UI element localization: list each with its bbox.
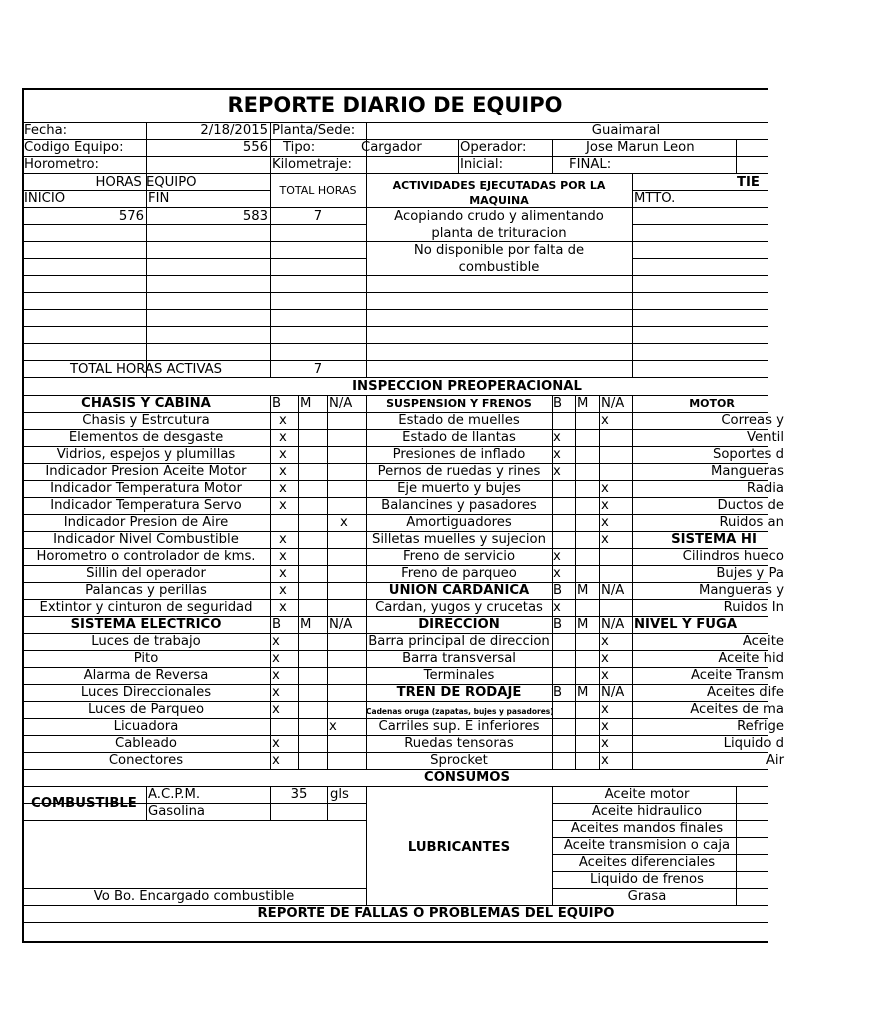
chasis-item-label: Indicador Temperatura Servo [50, 498, 242, 513]
codigo-value[interactable]: 556 [242, 140, 268, 155]
chasis-item-mark[interactable]: x [279, 413, 287, 428]
fecha-value[interactable]: 2/18/2015 [200, 123, 268, 138]
rodaje-item-label: Sprocket [430, 753, 488, 768]
rodaje-col-b: B [553, 685, 563, 700]
chasis-item-label: Indicador Temperatura Motor [50, 481, 242, 496]
direccion-item-label: Barra principal de direccion [368, 634, 550, 649]
suspension-item-label: Eje muerto y bujes [397, 481, 521, 496]
suspension-heading: SUSPENSION Y FRENOS [386, 397, 532, 410]
electrico-item-mark[interactable]: x [272, 736, 280, 751]
suspension-item-mark[interactable]: x [553, 447, 561, 462]
inicio-value[interactable]: 576 [118, 209, 144, 224]
cardanica-item-label: Cardan, yugos y crucetas [375, 600, 543, 615]
codigo-label: Codigo Equipo: [24, 140, 124, 155]
hidraulico-item-label: Bujes y Pa [716, 566, 784, 581]
suspension-col-m: M [577, 396, 589, 411]
suspension-col-b: B [553, 396, 563, 411]
chasis-item-label: Horometro o controlador de kms. [36, 549, 256, 564]
acpm-unit: gls [330, 787, 349, 802]
direccion-item-label: Terminales [423, 668, 495, 683]
fugas-item-label: Aceite Transm [691, 668, 784, 683]
chasis-item-mark[interactable]: x [340, 515, 348, 530]
electrico-item-label: Luces de trabajo [91, 634, 201, 649]
electrico-col-b: B [272, 617, 282, 632]
tipo-label: Tipo: [283, 140, 316, 155]
chasis-item-mark[interactable]: x [279, 447, 287, 462]
hidraulico-item-label: Cilindros hueco [682, 549, 784, 564]
suspension-item-mark[interactable]: x [553, 549, 561, 564]
suspension-item-label: Freno de servicio [402, 549, 516, 564]
kilometraje-label: Kilometraje: [272, 157, 352, 172]
fugas-item-label: Aceites dife [707, 685, 784, 700]
suspension-item-mark[interactable]: x [553, 464, 561, 479]
acpm-value[interactable]: 35 [290, 787, 308, 802]
total-activas-label: TOTAL HORAS ACTIVAS [69, 362, 223, 377]
direccion-col-na: N/A [601, 617, 625, 632]
suspension-item-mark[interactable]: x [553, 430, 561, 445]
cardanica-col-na: N/A [601, 583, 625, 598]
chasis-item-label: Indicador Presion Aceite Motor [45, 464, 247, 479]
chasis-item-mark[interactable]: x [279, 583, 287, 598]
electrico-item-mark[interactable]: x [272, 651, 280, 666]
direccion-col-b: B [553, 617, 563, 632]
rodaje-note-mark[interactable]: x [601, 702, 609, 717]
activity-1-line-1[interactable]: Acopiando crudo y alimentando [394, 209, 604, 224]
chasis-col-na: N/A [329, 396, 353, 411]
electrico-item-mark[interactable]: x [329, 719, 337, 734]
chasis-item-mark[interactable]: x [279, 430, 287, 445]
motor-heading: MOTOR [689, 397, 735, 410]
chasis-item-mark[interactable]: x [279, 464, 287, 479]
motor-item-label: Ductos de [717, 498, 784, 513]
inicial-label: Inicial: [460, 157, 504, 172]
vobo-label: Vo Bo. Encargado combustible [93, 889, 295, 904]
hidraulico-item-label: Ruidos In [723, 600, 784, 615]
electrico-col-m: M [300, 617, 312, 632]
equipment-report-sheet [22, 88, 784, 944]
suspension-item-label: Silletas muelles y sujecion [372, 532, 546, 547]
fugas-item-label: Aceite [742, 634, 784, 649]
total-horas-label: TOTAL HORAS [279, 184, 357, 197]
chasis-col-b: B [272, 396, 282, 411]
suspension-item-label: Balancines y pasadores [381, 498, 537, 513]
rodaje-item-mark[interactable]: x [601, 753, 609, 768]
suspension-item-mark[interactable]: x [553, 566, 561, 581]
suspension-item-label: Amortiguadores [406, 515, 512, 530]
horas-equipo-label: HORAS EQUIPO [95, 175, 197, 190]
electrico-item-mark[interactable]: x [272, 702, 280, 717]
direccion-col-m: M [577, 617, 589, 632]
horometro-label: Horometro: [24, 157, 99, 172]
total-activas-value[interactable]: 7 [313, 362, 323, 377]
hidraulico-heading: SISTEMA HI [671, 532, 757, 547]
fallas-title: REPORTE DE FALLAS O PROBLEMAS DEL EQUIPO [257, 906, 615, 921]
motor-item-label: Soportes d [712, 447, 784, 462]
chasis-heading: CHASIS Y CABINA [81, 396, 211, 411]
chasis-item-label: Sillin del operador [86, 566, 206, 581]
fugas-item-label: Refrige [737, 719, 784, 734]
electrico-item-label: Luces Direccionales [80, 685, 212, 700]
motor-item-label: Ruidos an [719, 515, 784, 530]
fugas-heading: NIVEL Y FUGA [634, 617, 738, 632]
lubricante-item: Aceite hidraulico [591, 804, 703, 819]
suspension-item-mark[interactable]: x [601, 532, 609, 547]
motor-item-label: Correas y [721, 413, 784, 428]
suspension-item-mark[interactable]: x [601, 413, 609, 428]
final-label: FINAL: [569, 157, 612, 172]
rodaje-item-label: Ruedas tensoras [404, 736, 514, 751]
combustible-label: COMBUSTIBLE [31, 796, 137, 811]
chasis-col-m: M [300, 396, 312, 411]
electrico-item-label: Pito [133, 651, 159, 666]
suspension-item-label: Presiones de inflado [392, 447, 526, 462]
total-horas-value[interactable]: 7 [313, 209, 323, 224]
lubricante-item: Aceites mandos finales [570, 821, 724, 836]
chasis-item-mark[interactable]: x [279, 498, 287, 513]
lubricante-item: Grasa [627, 889, 667, 904]
electrico-item-mark[interactable]: x [272, 634, 280, 649]
inspection-title: INSPECCION PREOPERACIONAL [352, 379, 582, 394]
fecha-label: Fecha: [24, 123, 68, 138]
rodaje-item-label: Carriles sup. E inferiores [378, 719, 540, 734]
activity-2-line-2[interactable]: combustible [458, 260, 540, 275]
suspension-item-label: Freno de parqueo [401, 566, 517, 581]
direccion-heading: DIRECCION [418, 617, 500, 632]
suspension-item-mark[interactable]: x [601, 481, 609, 496]
fugas-item-label: Air [765, 753, 784, 768]
report-title: REPORTE DIARIO DE EQUIPO [227, 93, 563, 117]
consumos-title: CONSUMOS [424, 770, 510, 785]
actividades-label-1: ACTIVIDADES EJECUTADAS POR LA [392, 179, 606, 192]
cardanica-heading: UNION CARDANICA [388, 583, 530, 598]
lubricante-item: Aceites diferenciales [578, 855, 716, 870]
gasolina-label: Gasolina [148, 804, 206, 819]
electrico-item-label: Cableado [115, 736, 177, 751]
electrico-item-label: Conectores [108, 753, 184, 768]
rodaje-note: Cadenas oruga (zapatas, bujes y pasadores) [366, 707, 554, 716]
chasis-item-mark[interactable]: x [279, 532, 287, 547]
direccion-item-label: Barra transversal [402, 651, 516, 666]
fugas-item-label: Aceites de ma [690, 702, 784, 717]
suspension-item-label: Estado de muelles [398, 413, 520, 428]
hidraulico-item-label: Mangueras y [698, 583, 784, 598]
activity-1-line-2[interactable]: planta de trituracion [431, 226, 567, 241]
electrico-item-label: Luces de Parqueo [87, 702, 205, 717]
lubricante-item: Aceite motor [604, 787, 690, 802]
chasis-item-label: Palancas y perillas [85, 583, 207, 598]
operador-label: Operador: [460, 140, 527, 155]
fin-value[interactable]: 583 [242, 209, 268, 224]
chasis-item-label: Extintor y cinturon de seguridad [39, 600, 253, 615]
rodaje-col-m: M [577, 685, 589, 700]
electrico-heading: SISTEMA ELECTRICO [70, 617, 222, 632]
chasis-item-label: Vidrios, espejos y plumillas [56, 447, 236, 462]
cardanica-item-mark[interactable]: x [553, 600, 561, 615]
fin-label: FIN [148, 191, 170, 206]
fugas-item-label: Liquido d [723, 736, 784, 751]
cardanica-col-m: M [577, 583, 589, 598]
motor-item-label: Ventil [747, 430, 784, 445]
suspension-item-mark[interactable]: x [601, 498, 609, 513]
inicio-label: INICIO [24, 191, 66, 206]
electrico-item-label: Alarma de Reversa [83, 668, 209, 683]
electrico-col-na: N/A [329, 617, 353, 632]
direccion-item-mark[interactable]: x [601, 668, 609, 683]
motor-item-label: Mangueras [710, 464, 784, 479]
planta-label: Planta/Sede: [272, 123, 356, 138]
planta-value[interactable]: Guaimaral [591, 123, 661, 138]
actividades-label-2: MAQUINA [469, 194, 529, 207]
chasis-item-label: Elementos de desgaste [68, 430, 224, 445]
rodaje-col-na: N/A [601, 685, 625, 700]
fugas-item-label: Aceite hid [718, 651, 784, 666]
chasis-item-label: Indicador Nivel Combustible [53, 532, 239, 547]
chasis-item-mark[interactable]: x [279, 549, 287, 564]
direccion-item-mark[interactable]: x [601, 651, 609, 666]
electrico-item-mark[interactable]: x [272, 668, 280, 683]
suspension-item-label: Pernos de ruedas y rines [377, 464, 541, 479]
chasis-item-mark[interactable]: x [279, 481, 287, 496]
cardanica-col-b: B [553, 583, 563, 598]
rodaje-heading: TREN DE RODAJE [396, 685, 522, 700]
direccion-item-mark[interactable]: x [601, 634, 609, 649]
motor-item-label: Radia [746, 481, 784, 496]
rodaje-item-mark[interactable]: x [601, 719, 609, 734]
lubricante-item: Liquido de frenos [590, 872, 704, 887]
electrico-item-mark[interactable]: x [272, 753, 280, 768]
suspension-col-na: N/A [601, 396, 625, 411]
tipo-value[interactable]: Cargador [361, 140, 422, 155]
activity-2-line-1[interactable]: No disponible por falta de [413, 243, 585, 258]
electrico-item-mark[interactable]: x [272, 685, 280, 700]
acpm-label: A.C.P.M. [148, 787, 201, 802]
tiempo-label: TIE [737, 175, 760, 190]
chasis-item-label: Indicador Presion de Aire [63, 515, 229, 530]
lubricantes-label: LUBRICANTES [407, 840, 511, 855]
suspension-item-mark[interactable]: x [601, 515, 609, 530]
lubricante-item: Aceite transmision o caja [563, 838, 731, 853]
operador-value[interactable]: Jose Marun Leon [586, 140, 695, 155]
rodaje-item-mark[interactable]: x [601, 736, 609, 751]
chasis-item-mark[interactable]: x [279, 566, 287, 581]
mtto-label: MTTO. [634, 191, 676, 206]
electrico-item-label: Licuadora [113, 719, 179, 734]
suspension-item-label: Estado de llantas [402, 430, 516, 445]
chasis-item-label: Chasis y Estrcutura [82, 413, 210, 428]
chasis-item-mark[interactable]: x [279, 600, 287, 615]
